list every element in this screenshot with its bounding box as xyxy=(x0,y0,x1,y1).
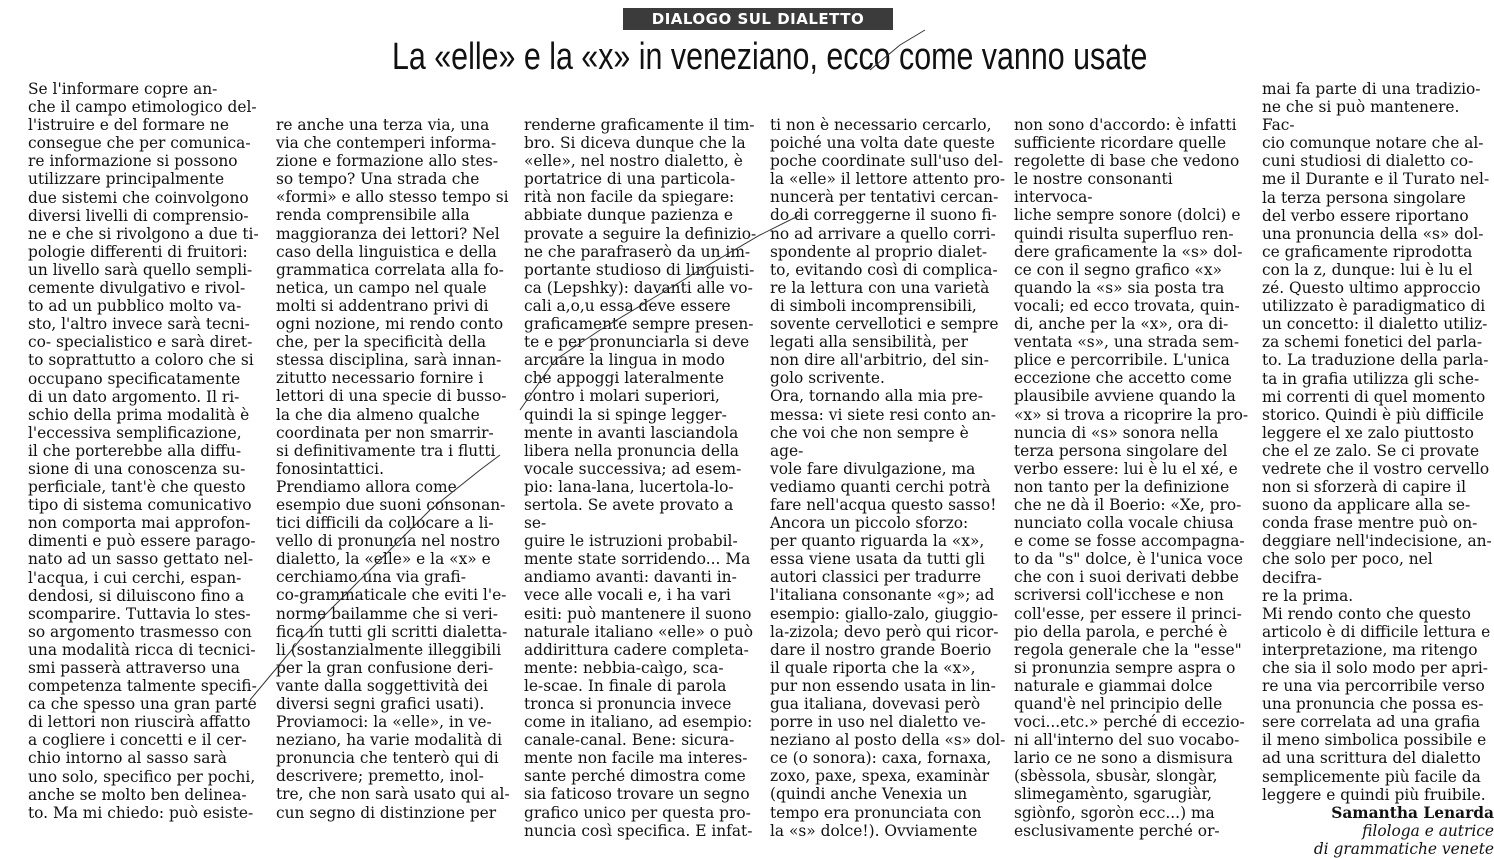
author-role-line-1: filologa e autrice xyxy=(1362,821,1494,840)
article-column-1 xyxy=(28,80,268,822)
column-text: renderne graficamente il tim- bro. Si diceva dunque che la «elle», nel nostro dialetto, è portatrice di una particola- rità non facile da spiegare: abbiate dunque pazienza e provate a seguire la definizio- ne che parafraserò da un im- portante studioso di linguisti- ca (Lepshky): davanti alle vo- cali a,o,u essa deve essere graficamente sempre presen- te e per pronunciarla si deve arcuare la lingua in modo che appoggi lateralmente contro i molari superiori, quindi la si spinge legger- mente in avanti lasciandola libera nella pronuncia della vocale successiva; ad esem- pio: lana-lana, lucertola-lo- sertola. Se avete provato a se- guire le istruzioni probabil- mente state sorridendo... Ma andiamo avanti: davanti in- vece alle vocali e, i ha vari esiti: può mantenere il suono naturale italiano «elle» o può addirittura cadere completa- mente: nebbia-caìgo, sca- le-scae. In finale di parola tronca si pronuncia invece come in italiano, ad esempio: canale-canal. Bene: sicura- mente non facile ma interes- sante perché dimostra come sia faticoso trovare un segno grafico unico per questa pro- nuncia così specifica. E infat- xyxy=(524,116,757,840)
column-text: ti non è necessario cercarlo, poiché una volta date queste poche coordinate sull'uso del- la «elle» il lettore attento pro- nuncerà per tentativi cercan- do di correggerne il suono fi- no ad arrivare a quello corri- spondente al proprio dialet- to, evitando così di complica- re la lettura con una varietà di simboli incomprensibili, sovente cervellotici e sempre legati alla sensibilità, per non dire all'arbitrio, del sin- golo scrivente. Ora, tornando alla mia pre- messa: vi siete resi conto an- che voi che non sempre è age- vole fare divulgazione, ma vediamo quanti cerchi potrà fare nell'acqua questo sasso! Ancora un piccolo sforzo: per quanto riguarda la «x», essa viene usata da tutti gli autori classici per tradurre l'italiana consonante «g»; ad esempio: giallo-zalo, giuggio- la-zizola; devo però qui ricor- dare il nostro grande Boerio il quale riporta che la «x», pur non essendo usata in lin- gua italiana, dovevasi però porre in uso nel dialetto ve- neziano al posto della «s» dol- ce (o sonora): caxa, fornaxa, zoxo, paxe, spexa, examinàr (quindi anche Venexia un tempo era pronunciata con la «s» dolce!). Ovviamente xyxy=(770,116,1006,840)
column-text: re anche una terza via, una via che contemperi informa- zione e formazione allo stes- so tempo? Una strada che «formi» e allo stesso tempo si renda comprensibile alla maggioranza dei lettori? Nel caso della linguistica e della grammatica correlata alla fo- netica, un campo nel quale molti si addentrano privi di ogni nozione, mi rendo conto che, per la specificità della stessa disciplina, sarà innan- zitutto necessario fornire i lettori di una specie di busso- la che dia almeno qualche coordinata per non smarrir- si definitivamente tra i flutti fonosintattici. Prendiamo allora come esempio due suoni consonan- tici difficili da collocare a li- vello di pronuncia nel nostro dialetto, la «elle» e la «x» e cerchiamo una via grafi- co-grammaticale che eviti l'e- norme bailamme che si veri- fica in tutti gli scritti dialetta- li (sostanzialmente illeggibili per la gran confusione deri- vante dalla soggettività dei diversi segni grafici usati). Proviamoci: la «elle», in ve- neziano, ha varie modalità di pronuncia che tenterò qui di descrivere; premetto, inol- tre, che non sarà usato qui al- cun segno di distinzione per xyxy=(276,116,510,822)
article-headline: La «elle» e la «x» in veneziano, ecco come vanno usate xyxy=(392,36,1148,78)
column-text: Se l'informare copre an- che il campo etimologico del- l'istruire e del formare ne consegue che per comunica- re informazione si possono utilizzare principalmente due sistemi che coinvolgono diversi livelli di comprensio- ne e che si rivolgono a due ti- pologie differenti di fruitori: un livello sarà quello sempli- cemente divulgativo e rivol- to ad un pubblico molto va- sto, l'altro invece sarà tecni- co- specialistico e sarà diret- to soprattutto a coloro che si occupano specificatamente di un dato argomento. Il ri- schio della prima modalità è l'eccessiva semplificazione, il che porterebbe alla diffu- sione di una conoscenza su- perficiale, tant'è che questo tipo di sistema comunicativo non comporta mai approfon- dimenti e può essere parago- nato ad un sasso gettato nel- l'acqua, i cui cerchi, espan- dendosi, si diluiscono fino a scomparire. Tuttavia lo stes- so argomento trasmesso con una modalità ricca di tecnici- smi passerà attraverso una competenza talmente specifi- ca che spesso una gran parte di lettori non riuscirà affatto a cogliere i concetti e il cer- chio intorno al sasso sarà uno solo, specifico per pochi, anche se molto ben delinea- to. Ma mi chiedo: può esiste- xyxy=(28,80,259,822)
article-column-5 xyxy=(1014,116,1250,840)
column-text: mai fa parte di una tradizio- ne che si può mantenere. Fac- cio comunque notare che al- cuni studiosi di dialetto co- me il Durante e il Turato nel- la terza persona singolare del verbo essere riportano una pronuncia della «s» dol- ce graficamente riprodotta con la z, dunque: lui è lu el zé. Questo ultimo approccio utilizzato è paradigmatico di un concetto: il dialetto utiliz- za schemi fonetici del parla- to. La traduzione della parla- ta in grafia utilizza gli sche- mi correnti di quel momento storico. Quindi è più difficile leggere el xe zalo piuttosto che el ze zalo. Se ci provate vedrete che il vostro cervello non si sforzerà di capire il suono da applicare alla se- conda frase mentre può on- deggiare nell'indecisione, an- che solo per poco, nel decifra- re la prima. Mi rendo conto che questo articolo è di difficile lettura e interpretazione, ma ritengo che sia il solo modo per apri- re una via percorribile verso una pronuncia che possa es- sere correlata ad una grafia il meno simbolica possibile e ad una scrittura del dialetto semplicemente più facile da leggere e quindi più fruibile. xyxy=(1262,80,1492,804)
section-kicker: DIALOGO SUL DIALETTO xyxy=(623,8,893,30)
article-column-2 xyxy=(276,116,512,822)
author-role-line-2: di grammatiche venete xyxy=(1313,839,1494,858)
author-signature xyxy=(1262,804,1494,858)
column-text: non sono d'accordo: è infatti sufficiente ricordare quelle regolette di base che vedono le nostre consonanti intervoca- liche sempre sonore (dolci) e quindi risulta superfluo ren- dere graficamente la «s» dol- ce con il segno grafico «x» quando la «s» sia posta tra vocali; ed ecco trovata, quin- di, anche per la «x», ora di- ventata «s», una strada sem- plice e percorribile. L'unica eccezione che accetto come plausibile avviene quando la «x» si trova a ricoprire la pro- nuncia di «s» sonora nella terza persona singolare del verbo essere: lui è lu el xé, e non tanto per la definizione che ne dà il Boerio: «Xe, pro- nunciato colla vocale chiusa e come se fosse accompagna- to da "s" dolce, è l'unica voce che con i suoi derivati debbe scriversi coll'icchese e non coll'esse, per essere il princi- pio della parola, e perché è regola generale che la "esse" si pronunzia sempre aspra o naturale e giammai dolce quand'è nel principio delle voci...etc.» perché di eccezio- ni all'interno del suo vocabo- lario ce ne sono a dismisura (sbèssola, sbusàr, slongàr, slimegamènto, sgarugiàr, sgiònfo, sgoròn ecc...) ma esclusivamente perché or- xyxy=(1014,116,1249,840)
author-name: Samantha Lenarda xyxy=(1331,803,1494,822)
article-column-3 xyxy=(524,116,760,840)
article-column-6 xyxy=(1262,80,1494,858)
article-column-4 xyxy=(770,116,1006,840)
